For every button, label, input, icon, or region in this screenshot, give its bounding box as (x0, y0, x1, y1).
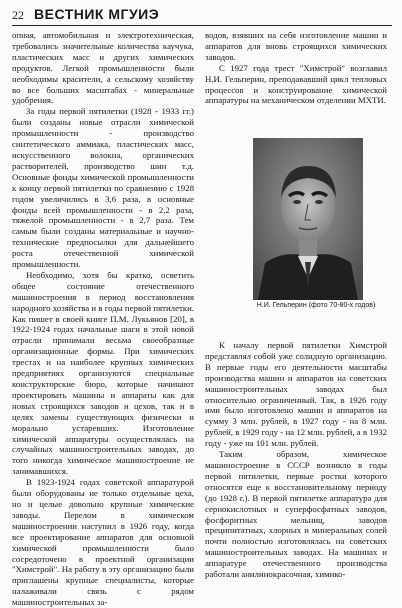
paragraph: Необходимо, хотя бы кратко, осветить общее состояние отечественного машиностроения в период восстановления народного хозяйства и в годы первой пятилетки. Как пишет в своей книге П.М. Лукьянов [20], в 1922-1924 годах начальные шаги в этой новой отрасли принимали весьма своеобразные организационные формы. При химических трестах и на наиболее крупных химических предприятиях организуются специальные конструкторские бюро, которые начинают проектировать машины и аппараты как для новых строящихся заводов и цехов, так и в целях замены существующих физически и морально устаревших. Изготовление химической аппаратуры осуществлялась на случайных машиностроительных заводах, до того никогда химическое машиностроение не занимавшихся. (12, 269, 194, 477)
paragraph: опная, автомобильная и электротехническая, требовались значительные количества каучука, пластических масс и других химических продуктов. Легкой промышленности были необходимы красители, а сельскому хозяйству во все больших масштабах - минеральные удобрения. (12, 30, 194, 106)
paragraph: К началу первой пятилетки Химстрой представлял собой уже солидную организацию. В первые годы его деятельности масштабы производства машин и аппаратов на советских машиностроительных заводах был относительно ограниченный. Так, в 1926 году ими было изготовлено машин и аппаратов на сумму 3 млн. рублей, в 1927 году - на 8 млн. рублей, в 1929 году - на 12 млн. рублей, а в 1932 году - уже на 101 млн. рублей. (205, 340, 387, 449)
journal-title: ВЕСТНИК МГУИЭ (34, 6, 160, 22)
paragraph: В 1923-1924 годах советской аппаратурой были оборудованы не только отдельные цеха, но и целые довольно крупные химические заводы. Перелом в химическом машиностроении наступил в 1926 году, когда все проектирование аппаратов для основной химической промышленности было сосредоточено в проектной организации "Химстрой". На работу в эту организацию были приглашены крупные специалисты, которые налаживали связь с рядом машиностроительных за- (12, 477, 194, 608)
right-column-top (205, 30, 387, 106)
photo-caption: Н.И. Гельперин (фото 70-80-х годов) (256, 302, 376, 309)
left-column (12, 30, 194, 608)
right-column-bottom (205, 340, 387, 580)
portrait-photo (253, 138, 363, 300)
page-header (12, 6, 392, 26)
page-number: 22 (12, 8, 24, 22)
paragraph: С 1927 года трест "Химстрой" возглавил Н.И. Гельперин, преподававший цикл тепловых процессов и конструирование химической аппаратуры на механическом отделении МХТИ. (205, 62, 387, 106)
header-rule (12, 25, 392, 26)
paragraph: Таким образом, химическое машиностроение в СССР возникло в годы первой пятилетки, первые ростки которого относятся еще к восстановительному периоду (до 1928 г.). В первой пятилетке аппаратура для сернокислотных и суперфосфатных заводов, фосфоритных мельниц, заводов преципитатных, хлорных и минеральных солей почти полностью изготовлялась на советских машиностроительных заводах. На машинах и аппаратуре отечественного производства работали анилинокрасочная, химико- (205, 449, 387, 580)
portrait-figure (253, 138, 376, 309)
paragraph: водов, взявших на себя изготовление машин и аппаратов для вновь строящихся химических заводов. (205, 30, 387, 62)
portrait-image (253, 138, 363, 300)
paragraph: За годы первой пятилетки (1928 - 1933 гг.) были созданы новые отрасли химической промышленности - производство синтетического аммиака, пластических масс, искусственного волокна, органических растворителей, производство шин т.д. Основные фонды химической промышленности к концу первой пятилетки по сравнению с 1928 годом увеличились в 3,6 раза, в основные фонды всей промышленности - в 2,2 раза, тяжелой промышленности - в 2,7 раза. Тем самым были созданы материальные и научно-технические предпосылки для дальнейшего роста отечественной химической промышленности. (12, 106, 194, 270)
